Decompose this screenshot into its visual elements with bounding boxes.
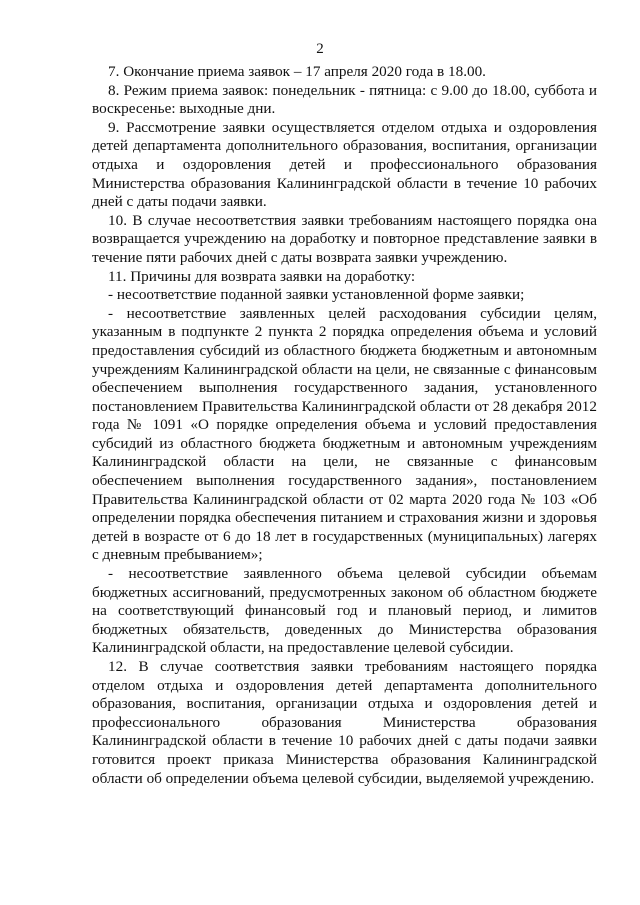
list-item-form-mismatch: - несоответствие поданной заявки установленной форме заявки;	[108, 286, 525, 304]
paragraph-item-12: 12. В случае соответствия заявки требованиям настоящего порядка отделом отдыха и оздоровления детей департамента дополнительного образования, воспитания, организации отдыха и оздоровления детей и профессионального образования Министерства образования Калининградской области в течение 10 рабочих дней с даты подачи заявки готовится проект приказа Министерства образования Калининградской области об определении объема целевой субсидии, выделяемой учреждению.	[92, 658, 597, 787]
paragraph-item-10: 10. В случае несоответствия заявки требованиям настоящего порядка она возвращается учреждению на доработку и повторное представление заявки в течение пяти рабочих дней с даты возврата заявки учреждению.	[92, 211, 597, 266]
paragraph-item-8: 8. Режим приема заявок: понедельник - пятница: с 9.00 до 18.00, суббота и воскресенье: выходные дни.	[92, 81, 597, 118]
paragraph-item-11: 11. Причины для возврата заявки на доработку:	[108, 267, 416, 285]
list-item-volume-mismatch: - несоответствие заявленного объема целевой субсидии объемам бюджетных ассигнований, предусмотренных законом об областном бюджете на соответствующий финансовый год и плановый период, и лимитов бюджетных обязательств, доведенных до Министерства образования Калининградской области, на предоставление целевой субсидии.	[92, 565, 597, 657]
document-body	[92, 63, 597, 788]
page-number: 2	[316, 41, 324, 57]
paragraph-item-9: 9. Рассмотрение заявки осуществляется отделом отдыха и оздоровления детей департамента дополнительного образования, воспитания, организации отдыха и оздоровления детей и профессионального образования Министерства образования Калининградской области в течение 10 рабочих дней с даты подачи заявки.	[92, 118, 597, 211]
paragraph-item-7: 7. Окончание приема заявок – 17 апреля 2020 года в 18.00.	[108, 63, 486, 80]
list-item-purpose-mismatch: - несоответствие заявленных целей расходования субсидии целям, указанным в подпункте 2 пункта 2 порядка определения объема и условий предоставления субсидий из областного бюджета бюджетным и автономным учреждениям Калининградской области на цели, не связанные с финансовым обеспечением выполнения государственного задания, установленного постановлением Правительства Калининградской области от 28 декабря 2012 года № 1091 «О порядке определения объема и условий предоставления субсидий из областного бюджета бюджетным и автономным учреждениям Калининградской области на цели, не связанные с финансовым обеспечением выполнения государственного задания», постановлением Правительства Калининградской области от 02 марта 2020 года № 103 «Об определении порядка обеспечения питанием и страхования жизни и здоровья детей в возрасте от 6 до 18 лет в государственных (муниципальных) лагерях с дневным пребыванием»;	[92, 304, 597, 564]
